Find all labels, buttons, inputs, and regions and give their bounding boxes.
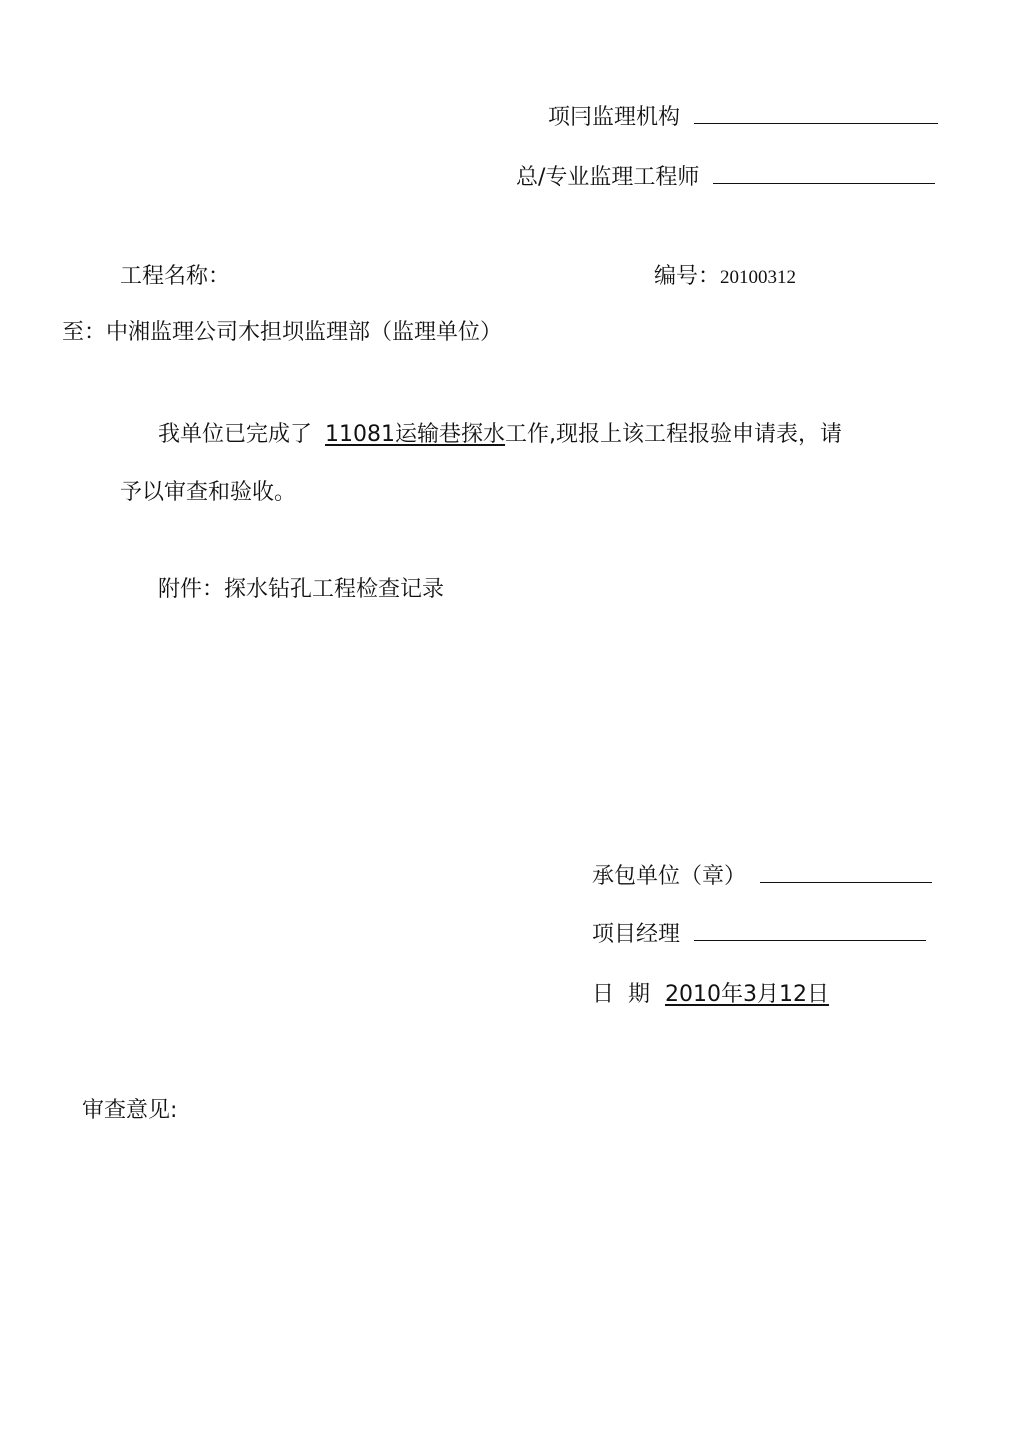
attachment-line: 附件：探水钻孔工程检查记录 xyxy=(158,577,445,602)
org-blank[interactable] xyxy=(694,103,938,124)
body-rest: 工作,现报上该工程报验申请表，请 xyxy=(505,422,843,447)
contractor-blank[interactable] xyxy=(760,862,932,883)
project-number-label: 编号： xyxy=(654,264,721,289)
date-field xyxy=(592,980,829,1010)
org-label: 项冃监理机构 xyxy=(548,105,681,130)
manager-blank[interactable] xyxy=(694,920,926,941)
date-label: 日 期 xyxy=(592,982,650,1007)
body-line-1 xyxy=(158,420,842,450)
manager-label: 项目经理 xyxy=(592,922,681,947)
project-number xyxy=(654,262,796,293)
manager-field xyxy=(592,920,926,950)
date-value: 2010年3月12日 xyxy=(665,982,829,1007)
org-field xyxy=(548,103,938,133)
engineer-blank[interactable] xyxy=(713,163,935,184)
project-number-value: 20100312 xyxy=(720,267,797,288)
engineer-label: 总/专业监理工程师 xyxy=(516,165,700,190)
body-line-2: 予以审查和验收。 xyxy=(120,480,297,505)
review-label: 审查意见: xyxy=(82,1098,178,1123)
engineer-field xyxy=(516,163,935,193)
work-item: 11081运输巷探水 xyxy=(325,422,506,447)
body-intro: 我单位已完成了 xyxy=(158,422,313,447)
project-name-label: 工程名称： xyxy=(120,264,231,289)
recipient-line: 至：中湘监理公司木担坝监理部（监理单位） xyxy=(62,320,503,345)
contractor-label: 承包单位（章） xyxy=(592,864,747,889)
contractor-field xyxy=(592,862,932,892)
